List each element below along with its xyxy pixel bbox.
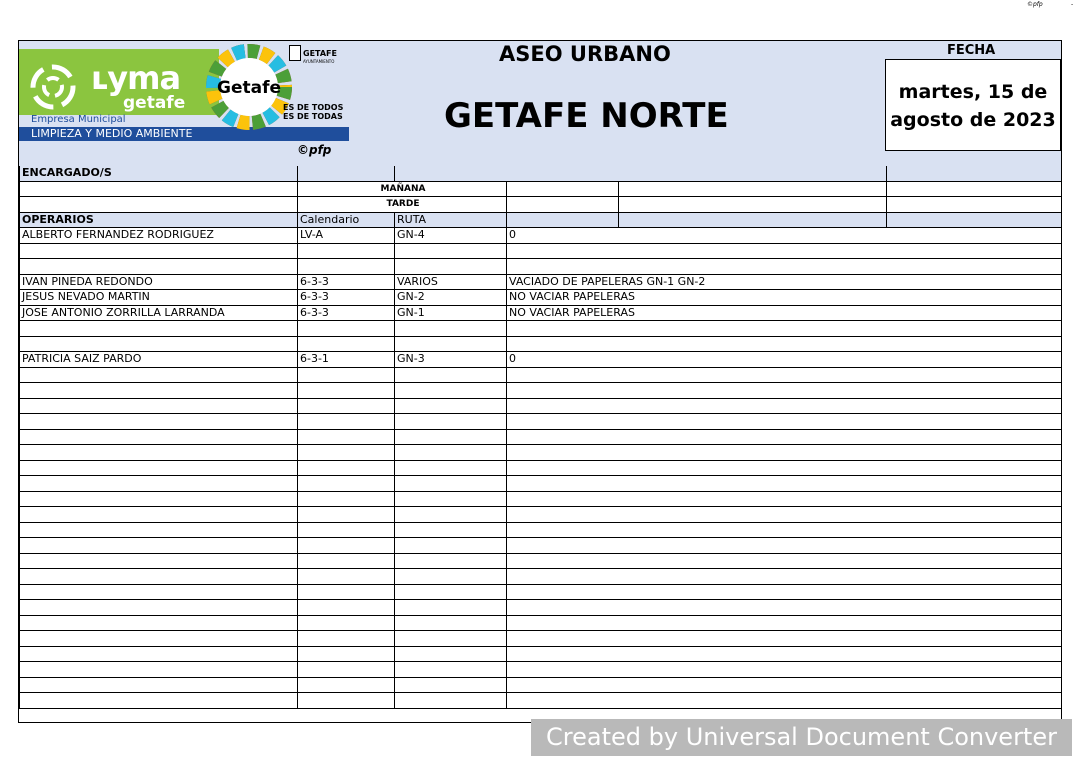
- operario-ruta: [395, 414, 507, 430]
- table-row: [20, 460, 1062, 476]
- cell: [298, 166, 395, 181]
- operario-name: [20, 538, 298, 554]
- operario-name: [20, 662, 298, 678]
- report-title: ASEO URBANO: [499, 42, 671, 66]
- operario-observaciones: [507, 398, 1062, 414]
- operario-calendario: [298, 631, 395, 647]
- operario-calendario: [298, 259, 395, 275]
- operario-ruta: [395, 336, 507, 352]
- table-row: [20, 243, 1062, 259]
- lyma-wordmark: ʟyma: [91, 59, 181, 97]
- tarde-row: [20, 197, 1062, 213]
- table-row: [20, 414, 1062, 430]
- operario-calendario: [298, 677, 395, 693]
- operario-ruta: [395, 600, 507, 616]
- operario-ruta: [395, 321, 507, 337]
- lyma-logo: [19, 49, 219, 115]
- tarde-label: TARDE: [298, 197, 507, 213]
- operario-ruta: [395, 445, 507, 461]
- table-row: [20, 321, 1062, 337]
- operario-ruta: [395, 259, 507, 275]
- cell: [887, 181, 1062, 197]
- table-row: [20, 584, 1062, 600]
- operario-ruta: [395, 243, 507, 259]
- operario-observaciones: [507, 321, 1062, 337]
- operario-observaciones: [507, 538, 1062, 554]
- operario-name: [20, 522, 298, 538]
- operario-ruta: [395, 569, 507, 585]
- operario-observaciones: [507, 522, 1062, 538]
- operario-calendario: 6-3-1: [298, 352, 395, 368]
- operario-calendario: [298, 553, 395, 569]
- operario-observaciones: 0: [507, 228, 1062, 244]
- ruta-header: RUTA: [395, 212, 507, 228]
- operario-calendario: [298, 646, 395, 662]
- cell: [619, 197, 887, 213]
- manana-row: [20, 181, 1062, 197]
- operario-observaciones: [507, 553, 1062, 569]
- operario-calendario: [298, 491, 395, 507]
- operario-observaciones: [507, 677, 1062, 693]
- operario-observaciones: [507, 259, 1062, 275]
- operario-calendario: [298, 429, 395, 445]
- operario-calendario: [298, 414, 395, 430]
- table-row: [20, 615, 1062, 631]
- slogan-line-2: ES DE TODAS: [283, 112, 343, 121]
- operario-ruta: [395, 677, 507, 693]
- operario-ruta: [395, 522, 507, 538]
- operario-ruta: [395, 646, 507, 662]
- table-row: [20, 522, 1062, 538]
- operario-observaciones: [507, 600, 1062, 616]
- table-row: [20, 662, 1062, 678]
- operario-name: ALBERTO FERNANDEZ RODRIGUEZ: [20, 228, 298, 244]
- operario-observaciones: [507, 414, 1062, 430]
- operario-name: [20, 600, 298, 616]
- operario-observaciones: [507, 336, 1062, 352]
- table-row: [20, 445, 1062, 461]
- operario-ruta: [395, 460, 507, 476]
- operario-calendario: [298, 538, 395, 554]
- operario-name: IVAN PINEDA REDONDO: [20, 274, 298, 290]
- cell: [887, 212, 1062, 228]
- operario-observaciones: NO VACIAR PAPELERAS: [507, 305, 1062, 321]
- lyma-getafe-wordmark: getafe: [123, 93, 186, 113]
- operario-ruta: [395, 491, 507, 507]
- fecha-line-1: martes, 15 de: [898, 81, 1048, 103]
- operario-observaciones: NO VACIAR PAPELERAS: [507, 290, 1062, 306]
- operario-calendario: [298, 584, 395, 600]
- operario-calendario: [298, 615, 395, 631]
- operario-ruta: [395, 398, 507, 414]
- operario-name: [20, 646, 298, 662]
- operario-observaciones: [507, 507, 1062, 523]
- cell: [507, 212, 619, 228]
- table-row: [20, 228, 1062, 244]
- table-row: [20, 631, 1062, 647]
- operario-observaciones: [507, 460, 1062, 476]
- operario-ruta: GN-1: [395, 305, 507, 321]
- operario-name: [20, 677, 298, 693]
- operario-observaciones: [507, 584, 1062, 600]
- encargados-label: ENCARGADO/S: [20, 166, 298, 181]
- operario-name: [20, 321, 298, 337]
- svg-text:Getafe: Getafe: [216, 78, 282, 98]
- operario-calendario: 6-3-3: [298, 305, 395, 321]
- operario-ruta: [395, 507, 507, 523]
- operario-calendario: [298, 243, 395, 259]
- operario-observaciones: [507, 367, 1062, 383]
- corner-copyright-mark: ©pfp: [1027, 1, 1043, 8]
- operarios-table: [19, 166, 1062, 709]
- cell: [887, 197, 1062, 213]
- operario-ruta: GN-2: [395, 290, 507, 306]
- operarios-label: OPERARIOS: [20, 212, 298, 228]
- operario-observaciones: [507, 662, 1062, 678]
- table-row: [20, 646, 1062, 662]
- slogan-line-1: ES DE TODOS: [283, 103, 344, 112]
- fecha-label: FECHA: [947, 43, 996, 58]
- operario-calendario: [298, 569, 395, 585]
- operario-name: [20, 445, 298, 461]
- table-row: [20, 259, 1062, 275]
- fecha-line-2: agosto de 2023: [890, 109, 1056, 131]
- operario-calendario: 6-3-3: [298, 290, 395, 306]
- operario-observaciones: [507, 615, 1062, 631]
- table-row: [20, 336, 1062, 352]
- getafe-crest-icon: [289, 45, 301, 61]
- operario-calendario: [298, 662, 395, 678]
- operario-ruta: [395, 429, 507, 445]
- operario-name: [20, 569, 298, 585]
- operario-observaciones: [507, 631, 1062, 647]
- cell: [887, 166, 1062, 181]
- table-row: [20, 352, 1062, 368]
- limpieza-band: LIMPIEZA Y MEDIO AMBIENTE: [19, 127, 349, 141]
- operario-observaciones: [507, 476, 1062, 492]
- sdg-ring-logo-icon: [205, 43, 293, 131]
- operario-ruta: [395, 367, 507, 383]
- operario-observaciones: [507, 243, 1062, 259]
- operario-calendario: [298, 693, 395, 709]
- operario-calendario: [298, 336, 395, 352]
- report-sheet: [18, 40, 1062, 723]
- operario-calendario: [298, 445, 395, 461]
- table-row: [20, 429, 1062, 445]
- operario-observaciones: [507, 693, 1062, 709]
- operario-name: PATRICIA SAIZ PARDO: [20, 352, 298, 368]
- operario-name: [20, 584, 298, 600]
- corner-dot: -: [1071, 1, 1074, 8]
- operario-calendario: [298, 398, 395, 414]
- cell: [619, 212, 887, 228]
- operario-name: [20, 414, 298, 430]
- operario-observaciones: [507, 491, 1062, 507]
- report-subtitle: GETAFE NORTE: [444, 96, 729, 136]
- operario-name: [20, 491, 298, 507]
- operario-ruta: [395, 631, 507, 647]
- operario-ruta: [395, 662, 507, 678]
- operario-ruta: [395, 553, 507, 569]
- report-header: [19, 41, 1061, 167]
- cell: [20, 181, 298, 197]
- operario-calendario: [298, 321, 395, 337]
- cell: [395, 166, 887, 181]
- table-row: [20, 507, 1062, 523]
- table-row: [20, 305, 1062, 321]
- table-row: [20, 476, 1062, 492]
- operario-calendario: LV-A: [298, 228, 395, 244]
- operario-calendario: [298, 460, 395, 476]
- empresa-municipal-label: Empresa Municipal: [31, 114, 126, 125]
- operario-observaciones: [507, 646, 1062, 662]
- operario-name: [20, 336, 298, 352]
- operario-ruta: GN-3: [395, 352, 507, 368]
- operario-name: [20, 259, 298, 275]
- operario-name: [20, 429, 298, 445]
- operario-observaciones: [507, 429, 1062, 445]
- es-de-todos-slogan: [283, 103, 343, 121]
- table-row: [20, 569, 1062, 585]
- operario-observaciones: VACIADO DE PAPELERAS GN-1 GN-2: [507, 274, 1062, 290]
- cell: [619, 181, 887, 197]
- operario-observaciones: [507, 569, 1062, 585]
- operario-name: [20, 460, 298, 476]
- operario-name: [20, 693, 298, 709]
- table-row: [20, 677, 1062, 693]
- operario-name: [20, 553, 298, 569]
- table-row: [20, 274, 1062, 290]
- operario-calendario: [298, 600, 395, 616]
- table-row: [20, 600, 1062, 616]
- operario-observaciones: [507, 383, 1062, 399]
- calendario-header: Calendario: [298, 212, 395, 228]
- table-row: [20, 383, 1062, 399]
- cell: [507, 197, 619, 213]
- operario-ruta: GN-4: [395, 228, 507, 244]
- table-row: [20, 553, 1062, 569]
- operario-name: [20, 383, 298, 399]
- operario-calendario: [298, 522, 395, 538]
- encargados-header-row: [20, 166, 1062, 181]
- operario-ruta: [395, 476, 507, 492]
- operario-observaciones: [507, 445, 1062, 461]
- ayuntamiento-label: AYUNTAMIENTO: [303, 59, 335, 64]
- operario-name: [20, 367, 298, 383]
- operario-name: [20, 615, 298, 631]
- operario-name: JOSE ANTONIO ZORRILLA LARRANDA: [20, 305, 298, 321]
- operario-ruta: [395, 538, 507, 554]
- operario-name: [20, 507, 298, 523]
- operario-ruta: [395, 383, 507, 399]
- operarios-header-row: [20, 212, 1062, 228]
- operario-name: [20, 243, 298, 259]
- operario-calendario: [298, 507, 395, 523]
- operario-name: [20, 631, 298, 647]
- operario-name: JESUS NEVADO MARTIN: [20, 290, 298, 306]
- operario-ruta: [395, 584, 507, 600]
- operario-observaciones: 0: [507, 352, 1062, 368]
- operario-name: [20, 398, 298, 414]
- swirl-logo-icon: [29, 63, 77, 111]
- operario-ruta: [395, 693, 507, 709]
- table-row: [20, 290, 1062, 306]
- operario-calendario: 6-3-3: [298, 274, 395, 290]
- cell: [20, 197, 298, 213]
- operario-ruta: [395, 615, 507, 631]
- table-row: [20, 491, 1062, 507]
- operario-calendario: [298, 476, 395, 492]
- table-row: [20, 538, 1062, 554]
- table-row: [20, 398, 1062, 414]
- operario-calendario: [298, 383, 395, 399]
- manana-label: MAÑANA: [298, 181, 507, 197]
- pfp-mark: ©pfp: [297, 143, 332, 157]
- getafe-ayuntamiento-label: GETAFE: [303, 49, 337, 58]
- operario-calendario: [298, 367, 395, 383]
- operario-name: [20, 476, 298, 492]
- table-row: [20, 693, 1062, 709]
- fecha-value: [885, 59, 1061, 151]
- cell: [507, 181, 619, 197]
- converter-watermark: Created by Universal Document Converter: [531, 719, 1072, 756]
- operario-ruta: VARIOS: [395, 274, 507, 290]
- table-row: [20, 367, 1062, 383]
